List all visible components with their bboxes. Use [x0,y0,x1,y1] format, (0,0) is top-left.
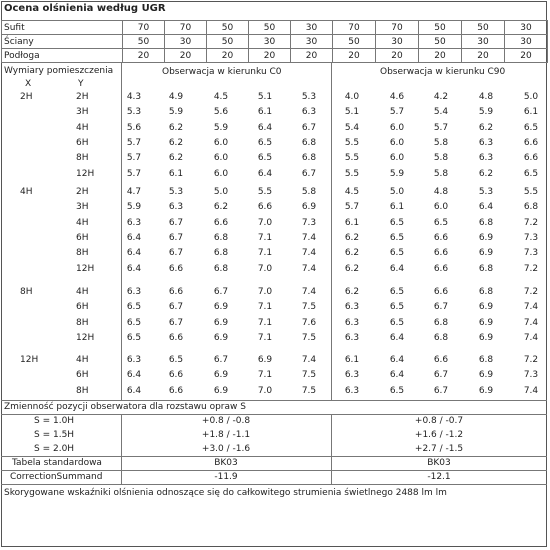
ugr-c0-value: 7.1 [257,370,273,381]
ugr-c90-value: 6.5 [389,232,405,243]
ugr-c0-value: 6.4 [126,232,142,243]
ugr-c90-value: 4.2 [433,92,449,102]
row-y-label: 12H [76,168,95,179]
ugr-c0-value: 7.0 [257,385,273,396]
ugr-c0-value: 6.9 [213,385,229,396]
row-y-label: 6H [76,137,89,148]
ugr-c0-value: 6.0 [213,153,229,164]
ugr-c90-value: 6.8 [433,332,449,343]
c90-label: Obserwacja w kierunku C90 [380,67,506,77]
ugr-c90-value: 6.3 [344,370,360,381]
reflectance-value: 30 [165,35,207,49]
ugr-c90-value: 6.9 [478,370,494,381]
variation-label: Zmienność pozycji obserwatora dla rozstawu opraw S [4,402,246,412]
ugr-c0-value: 6.9 [213,302,229,313]
ugr-c90-value: 6.6 [523,153,539,164]
correction-c90-value: -12.1 [427,472,451,482]
ugr-c0-value: 7.1 [257,302,273,313]
ugr-c90-value: 6.7 [433,385,449,396]
row-y-label: 2H [76,187,89,197]
reflectance-value: 50 [207,21,249,35]
ugr-c90-value: 6.6 [433,248,449,259]
ugr-c0-value: 6.8 [213,248,229,259]
ugr-c90-value: 5.4 [344,122,360,133]
ugr-c0-value: 5.1 [257,92,273,102]
ugr-c90-value: 6.4 [389,263,405,274]
divider [1,414,547,415]
ugr-c0-value: 6.3 [126,355,142,365]
ugr-c0-value: 5.5 [257,187,273,197]
ugr-c90-value: 4.8 [478,92,494,102]
divider [1,456,547,457]
ugr-c0-value: 7.0 [257,287,273,297]
ugr-c90-value: 6.1 [523,107,539,118]
ugr-c0-value: 6.7 [168,217,184,228]
ugr-c0-value: 6.3 [168,202,184,213]
ugr-c90-value: 5.0 [389,187,405,197]
ugr-c90-value: 6.7 [433,302,449,313]
ugr-c90-value: 5.3 [478,187,494,197]
ugr-c0-value: 7.0 [257,217,273,228]
reflectance-value: 50 [333,35,376,49]
ugr-c0-value: 6.5 [126,302,142,313]
ugr-c0-value: 6.5 [126,332,142,343]
ugr-c90-value: 6.8 [478,287,494,297]
ugr-c90-value: 5.8 [433,153,449,164]
ugr-c90-value: 4.0 [344,92,360,102]
reflectance-value: 20 [249,49,291,63]
ugr-c0-value: 5.9 [168,107,184,118]
ugr-c0-value: 6.7 [213,355,229,365]
ugr-c0-value: 6.5 [126,317,142,328]
ugr-c90-value: 5.5 [344,137,360,148]
ugr-c90-value: 6.1 [389,202,405,213]
ugr-c0-value: 6.6 [168,332,184,343]
reflectance-table [1,20,548,63]
ugr-c0-value: 6.4 [126,248,142,259]
ugr-c0-value: 7.6 [301,317,317,328]
standard-table-label: Tabela standardowa [12,458,102,468]
ugr-c0-value: 5.9 [213,122,229,133]
y-label: Y [78,79,84,89]
standard-c90-value: BK03 [427,458,451,468]
variation-c0-value: +1.8 / -1.1 [201,430,251,440]
ugr-c0-value: 6.9 [213,370,229,381]
ugr-c90-value: 6.5 [389,302,405,313]
ugr-c0-value: 6.5 [257,153,273,164]
ugr-c90-value: 6.9 [478,317,494,328]
ugr-c0-value: 7.4 [301,355,317,365]
ugr-c90-value: 6.9 [478,332,494,343]
reflectance-value: 30 [462,35,505,49]
variation-s-label: S = 1.5H [34,430,75,440]
ugr-c90-value: 7.3 [523,232,539,243]
ugr-c90-value: 7.2 [523,287,539,297]
reflectance-value: 20 [376,49,419,63]
ugr-c90-value: 6.3 [344,332,360,343]
ugr-c90-value: 6.6 [523,137,539,148]
ugr-c0-value: 7.1 [257,317,273,328]
ugr-c0-value: 6.7 [301,168,317,179]
ugr-c90-value: 7.4 [523,317,539,328]
ugr-c0-value: 6.8 [301,153,317,164]
row-y-label: 8H [76,385,89,396]
variation-c90-value: +1.6 / -1.2 [414,430,464,440]
ugr-c0-value: 6.9 [213,317,229,328]
dimensions-label: Wymiary pomieszczenia [4,66,114,76]
ugr-c90-value: 6.2 [478,168,494,179]
ugr-c90-value: 6.2 [478,122,494,133]
ugr-c90-value: 6.4 [389,332,405,343]
ugr-c90-value: 6.5 [389,217,405,228]
reflectance-value: 20 [419,49,462,63]
row-y-label: 8H [76,153,89,164]
ugr-c0-value: 6.4 [257,122,273,133]
reflectance-label: Sufit [2,21,123,35]
ugr-c90-value: 7.3 [523,248,539,259]
ugr-c0-value: 6.3 [301,107,317,118]
ugr-c90-value: 6.1 [344,355,360,365]
ugr-c0-value: 6.4 [257,168,273,179]
ugr-c90-value: 6.3 [344,317,360,328]
reflectance-value: 50 [249,21,291,35]
reflectance-value: 70 [376,21,419,35]
variation-c0-value: +3.0 / -1.6 [201,444,251,454]
ugr-c90-value: 5.7 [433,122,449,133]
ugr-c90-value: 6.4 [389,355,405,365]
row-y-label: 4H [76,122,89,133]
ugr-c90-value: 6.6 [433,263,449,274]
ugr-c0-value: 6.8 [213,263,229,274]
ugr-c0-value: 6.3 [126,217,142,228]
variation-c90-value: +0.8 / -0.7 [414,416,464,426]
ugr-c90-value: 7.2 [523,217,539,228]
ugr-c90-value: 5.8 [433,137,449,148]
ugr-c0-value: 5.3 [168,187,184,197]
standard-c0-value: BK03 [214,458,238,468]
ugr-c0-value: 5.3 [301,92,317,102]
variation-s-label: S = 2.0H [34,444,75,454]
ugr-c90-value: 4.5 [344,187,360,197]
ugr-c0-value: 7.0 [257,263,273,274]
row-y-label: 6H [76,302,89,313]
ugr-c90-value: 6.9 [478,302,494,313]
ugr-c90-value: 6.8 [478,355,494,365]
reflectance-value: 70 [165,21,207,35]
ugr-c0-value: 4.3 [126,92,142,102]
variation-c90-value: +2.7 / -1.5 [414,444,464,454]
ugr-c90-value: 4.8 [433,187,449,197]
row-y-label: 3H [76,202,89,213]
ugr-c0-value: 7.3 [301,217,317,228]
reflectance-value: 30 [505,21,548,35]
ugr-c0-value: 4.7 [126,187,142,197]
ugr-c0-value: 6.7 [168,232,184,243]
ugr-c90-value: 5.5 [344,168,360,179]
ugr-c0-value: 7.5 [301,370,317,381]
ugr-c90-value: 6.5 [523,122,539,133]
reflectance-label: Ściany [2,35,123,49]
reflectance-value: 20 [165,49,207,63]
ugr-c0-value: 5.7 [126,153,142,164]
ugr-c90-value: 6.2 [344,263,360,274]
ugr-c90-value: 6.3 [344,302,360,313]
ugr-c0-value: 6.7 [301,122,317,133]
divider [1,484,547,485]
ugr-c0-value: 6.6 [168,370,184,381]
ugr-c0-value: 6.7 [168,302,184,313]
ugr-c90-value: 6.9 [478,248,494,259]
reflectance-value: 30 [291,21,333,35]
reflectance-row [2,21,548,35]
divider [1,400,547,401]
ugr-c90-value: 6.5 [389,385,405,396]
reflectance-row [2,49,548,63]
ugr-c0-value: 6.9 [257,355,273,365]
ugr-c0-value: 4.9 [168,92,184,102]
ugr-c0-value: 7.5 [301,332,317,343]
ugr-c90-value: 5.9 [389,168,405,179]
row-y-label: 12H [76,263,95,274]
ugr-c0-value: 6.8 [301,137,317,148]
variation-c0-value: +0.8 / -0.8 [201,416,251,426]
ugr-c0-value: 5.9 [126,202,142,213]
ugr-c0-value: 6.0 [213,168,229,179]
reflectance-value: 20 [462,49,505,63]
ugr-c90-value: 6.7 [433,370,449,381]
row-y-label: 4H [76,287,89,297]
reflectance-value: 20 [123,49,165,63]
ugr-c0-value: 7.4 [301,248,317,259]
reflectance-value: 70 [333,21,376,35]
ugr-c90-value: 5.7 [389,107,405,118]
ugr-c90-value: 6.9 [478,232,494,243]
ugr-c0-value: 6.0 [213,137,229,148]
ugr-c90-value: 6.6 [433,287,449,297]
ugr-c0-value: 5.6 [126,122,142,133]
row-y-label: 3H [76,107,89,118]
correction-c0-value: -11.9 [214,472,238,482]
ugr-c0-value: 6.2 [168,122,184,133]
ugr-c0-value: 6.9 [301,202,317,213]
ugr-c90-value: 6.5 [389,248,405,259]
ugr-c90-value: 6.6 [433,232,449,243]
ugr-c0-value: 6.4 [126,263,142,274]
ugr-c0-value: 7.5 [301,385,317,396]
ugr-c0-value: 6.6 [257,202,273,213]
ugr-c90-value: 5.5 [523,187,539,197]
ugr-c0-value: 5.3 [126,107,142,118]
ugr-c90-value: 6.3 [478,137,494,148]
group-x-label: 2H [20,92,33,102]
c0-label: Obserwacja w kierunku C0 [162,67,282,77]
ugr-c0-value: 4.5 [213,92,229,102]
ugr-c0-value: 7.1 [257,248,273,259]
ugr-c90-value: 7.2 [523,263,539,274]
divider [331,62,332,400]
variation-s-label: S = 1.0H [34,416,75,426]
x-label: X [25,79,32,89]
row-y-label: 4H [76,217,89,228]
ugr-c0-value: 5.7 [126,137,142,148]
ugr-c90-value: 6.9 [478,385,494,396]
ugr-c90-value: 6.2 [344,248,360,259]
ugr-c90-value: 5.4 [433,107,449,118]
ugr-c0-value: 6.5 [257,137,273,148]
page-title: Ocena olśnienia według UGR [4,3,166,14]
ugr-c90-value: 5.7 [344,202,360,213]
reflectance-value: 30 [249,35,291,49]
row-y-label: 8H [76,317,89,328]
ugr-c90-value: 6.4 [478,202,494,213]
ugr-c90-value: 6.0 [389,122,405,133]
reflectance-value: 70 [123,21,165,35]
ugr-c0-value: 6.6 [168,287,184,297]
ugr-c0-value: 6.4 [126,385,142,396]
ugr-c0-value: 7.4 [301,263,317,274]
group-x-label: 4H [20,187,33,197]
correction-label: CorrectionSummand [10,472,103,482]
reflectance-row [2,35,548,49]
row-y-label: 6H [76,370,89,381]
ugr-c90-value: 6.8 [478,263,494,274]
ugr-c0-value: 5.8 [301,187,317,197]
ugr-c90-value: 6.8 [523,202,539,213]
ugr-c90-value: 6.4 [389,370,405,381]
reflectance-label: Podłoga [2,49,123,63]
footnote: Skorygowane wskaźniki olśnienia odnoszące się do całkowitego strumienia świetlnego 2488 lm lm [4,488,447,498]
ugr-c0-value: 7.1 [257,232,273,243]
row-y-label: 4H [76,355,89,365]
row-y-label: 2H [76,92,89,102]
ugr-c0-value: 6.6 [168,263,184,274]
ugr-c0-value: 6.2 [168,137,184,148]
ugr-c90-value: 6.5 [389,287,405,297]
ugr-c90-value: 5.0 [523,92,539,102]
reflectance-value: 50 [419,35,462,49]
ugr-c0-value: 6.2 [213,202,229,213]
ugr-c0-value: 6.2 [168,153,184,164]
ugr-c90-value: 6.0 [389,137,405,148]
ugr-c90-value: 7.4 [523,332,539,343]
ugr-c90-value: 5.9 [478,107,494,118]
ugr-c90-value: 6.3 [344,385,360,396]
ugr-c0-value: 6.8 [213,232,229,243]
ugr-c90-value: 6.2 [344,287,360,297]
group-x-label: 12H [20,355,39,365]
ugr-c90-value: 6.3 [478,153,494,164]
reflectance-value: 30 [291,35,333,49]
ugr-c0-value: 6.5 [168,355,184,365]
reflectance-value: 50 [419,21,462,35]
ugr-c90-value: 5.5 [344,153,360,164]
ugr-c0-value: 5.7 [126,168,142,179]
ugr-c90-value: 6.5 [523,168,539,179]
reflectance-value: 30 [376,35,419,49]
ugr-c0-value: 6.1 [257,107,273,118]
group-x-label: 8H [20,287,33,297]
ugr-c0-value: 6.9 [213,332,229,343]
ugr-c90-value: 5.1 [344,107,360,118]
ugr-c90-value: 6.8 [433,317,449,328]
divider [1,62,547,63]
ugr-c0-value: 6.7 [168,248,184,259]
reflectance-value: 50 [207,35,249,49]
ugr-c0-value: 6.7 [213,287,229,297]
reflectance-value: 20 [505,49,548,63]
reflectance-value: 30 [505,35,548,49]
row-y-label: 12H [76,332,95,343]
reflectance-value: 20 [333,49,376,63]
ugr-c0-value: 6.4 [126,370,142,381]
reflectance-value: 50 [123,35,165,49]
ugr-c0-value: 7.4 [301,232,317,243]
ugr-c90-value: 4.6 [389,92,405,102]
ugr-c0-value: 6.6 [213,217,229,228]
reflectance-value: 20 [207,49,249,63]
reflectance-value: 50 [462,21,505,35]
ugr-c0-value: 7.4 [301,287,317,297]
reflectance-value: 20 [291,49,333,63]
ugr-c0-value: 6.6 [168,385,184,396]
ugr-c90-value: 7.4 [523,302,539,313]
ugr-c0-value: 5.6 [213,107,229,118]
ugr-c90-value: 6.5 [433,217,449,228]
ugr-c90-value: 6.8 [478,217,494,228]
ugr-c90-value: 6.5 [389,317,405,328]
ugr-c0-value: 6.1 [168,168,184,179]
ugr-c0-value: 7.1 [257,332,273,343]
row-y-label: 6H [76,232,89,243]
ugr-c90-value: 6.2 [344,232,360,243]
ugr-c90-value: 6.6 [433,355,449,365]
ugr-c0-value: 6.3 [126,287,142,297]
ugr-c90-value: 7.4 [523,385,539,396]
ugr-c90-value: 6.0 [389,153,405,164]
ugr-c90-value: 6.1 [344,217,360,228]
divider [1,470,547,471]
ugr-c0-value: 6.7 [168,317,184,328]
ugr-c90-value: 5.8 [433,168,449,179]
ugr-c90-value: 7.2 [523,355,539,365]
row-y-label: 8H [76,248,89,259]
ugr-c90-value: 7.3 [523,370,539,381]
ugr-c90-value: 6.0 [433,202,449,213]
ugr-c0-value: 7.5 [301,302,317,313]
ugr-c0-value: 5.0 [213,187,229,197]
